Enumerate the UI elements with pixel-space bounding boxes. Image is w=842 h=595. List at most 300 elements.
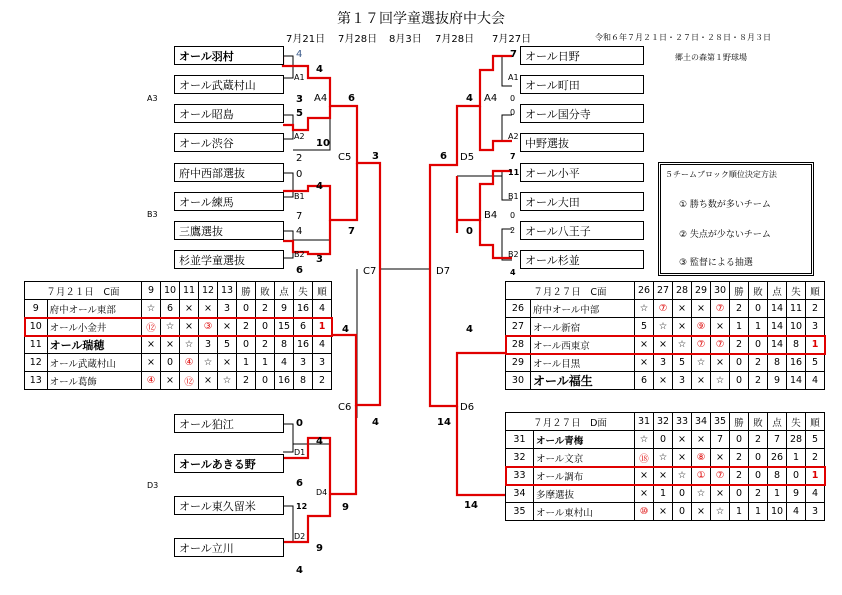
table-cell: 3	[313, 354, 332, 372]
team-score: 4	[296, 565, 303, 576]
team-box: オール町田	[520, 75, 644, 94]
team-score: 7	[510, 49, 517, 60]
table-cell: 14	[768, 336, 787, 354]
match-code: D7	[436, 266, 451, 277]
table-cell: 15	[275, 318, 294, 336]
match-code: B4	[484, 210, 498, 221]
table-header: ７月２１日 C面	[25, 282, 142, 300]
table-cell: 0	[161, 354, 180, 372]
block-label-d3: D3	[147, 481, 159, 490]
table-cell: ⑦	[654, 300, 673, 318]
match-code: D6	[460, 402, 475, 413]
table-cell: 2	[730, 467, 749, 485]
col-head: 31	[635, 413, 654, 431]
table-cell: 0	[749, 336, 768, 354]
bracket-score: 3	[372, 151, 379, 162]
table-cell: 26	[768, 449, 787, 467]
table-cell: 0	[730, 485, 749, 503]
table-cell: 29	[506, 354, 531, 372]
bracket-score: 4	[342, 324, 349, 335]
table-cell: ☆	[180, 336, 199, 354]
team-score: 4	[296, 49, 303, 60]
table-cell: ×	[161, 336, 180, 354]
table-cell: 1	[768, 485, 787, 503]
table-cell: 1	[806, 336, 825, 354]
rule-item: ① 勝ち数が多いチーム	[679, 200, 771, 210]
table-row	[25, 318, 332, 336]
table-row	[25, 300, 332, 318]
table-cell: 8	[787, 336, 806, 354]
col-head: 29	[692, 282, 711, 300]
table-cell: ☆	[142, 300, 161, 318]
table-cell: 31	[506, 431, 534, 449]
table-row	[506, 467, 825, 485]
team-box: オール日野	[520, 46, 644, 65]
table-cell: 0	[654, 431, 673, 449]
bracket-score: 9	[316, 543, 323, 554]
team-name-cell: オール小金井	[47, 318, 141, 336]
team-score: 0	[510, 108, 516, 117]
table-row	[506, 318, 825, 336]
table-cell: 5	[673, 354, 692, 372]
team-box: 三鷹選抜	[174, 221, 284, 240]
table-cell: 2	[237, 318, 256, 336]
col-head: 30	[711, 282, 730, 300]
table-row	[25, 354, 332, 372]
table-cell: 3	[294, 354, 313, 372]
bracket-score: 7	[348, 226, 355, 237]
table-cell: 3	[654, 354, 673, 372]
table-cell: 8	[275, 336, 294, 354]
col-head: 35	[711, 413, 730, 431]
table-cell: ⑫	[180, 372, 199, 390]
table-cell: ×	[218, 318, 237, 336]
table-cell: 1	[749, 318, 768, 336]
match-code: A1	[294, 73, 305, 82]
table-cell: ⑦	[711, 336, 730, 354]
team-score: 6	[296, 478, 303, 489]
date-col-2: 7月28日	[338, 34, 378, 45]
table-cell: 10	[25, 318, 48, 336]
table-cell: 4	[787, 503, 806, 521]
col-head: 11	[180, 282, 199, 300]
team-box: オール昭島	[174, 104, 284, 123]
rule-box	[658, 162, 814, 276]
table-cell: 2	[749, 431, 768, 449]
table-cell: ④	[180, 354, 199, 372]
match-code: A2	[508, 132, 519, 141]
table-cell: 1	[730, 503, 749, 521]
bracket-score: 4	[466, 93, 473, 104]
page-title: 第１７回学童選抜府中大会	[337, 11, 505, 27]
col-head: 12	[199, 282, 218, 300]
bracket-score: 4	[316, 181, 323, 192]
table-cell: 3	[673, 372, 692, 390]
bracket-score: 9	[342, 502, 349, 513]
table-cell: 2	[749, 485, 768, 503]
table-cell: ☆	[692, 485, 711, 503]
table-cell: ☆	[635, 431, 654, 449]
table-cell: ⑦	[711, 467, 730, 485]
table-cell: ☆	[673, 467, 692, 485]
table-cell: 1	[654, 485, 673, 503]
bracket-score: 6	[440, 151, 447, 162]
table-cell: 0	[730, 372, 749, 390]
bracket-score: 4	[372, 417, 379, 428]
table-cell: 1	[256, 354, 275, 372]
table-cell: 14	[787, 372, 806, 390]
table-cell: 33	[506, 467, 534, 485]
table-cell: ×	[635, 354, 654, 372]
team-box: オール武蔵村山	[174, 75, 284, 94]
table-cell: 11	[25, 336, 48, 354]
table-cell: 0	[237, 336, 256, 354]
block-label-a3: A3	[147, 94, 158, 103]
match-code: A1	[508, 73, 519, 82]
table-cell: 2	[730, 336, 749, 354]
team-box: オール渋谷	[174, 133, 284, 152]
table-row	[506, 503, 825, 521]
team-score: 0	[510, 211, 516, 220]
match-code: D1	[294, 448, 306, 457]
team-box: オール大田	[520, 192, 644, 211]
team-score: 0	[296, 418, 303, 429]
table-cell: 4	[806, 372, 825, 390]
table-cell: ×	[635, 467, 654, 485]
table-cell: ×	[654, 336, 673, 354]
match-code: B1	[294, 192, 305, 201]
table-cell: ×	[180, 318, 199, 336]
team-box: オール東久留米	[174, 496, 284, 515]
table-cell: 0	[787, 467, 806, 485]
event-dates: 令和６年７月２１日・２７日・２８日・８月３日	[595, 33, 771, 42]
table-cell: ☆	[654, 318, 673, 336]
team-name-cell: オール西東京	[530, 336, 634, 354]
table-cell: ×	[692, 431, 711, 449]
team-score: 4	[296, 226, 303, 237]
table-cell: 0	[749, 467, 768, 485]
table-cell: 16	[294, 336, 313, 354]
table-cell: ×	[673, 318, 692, 336]
bracket-score: 10	[316, 138, 330, 149]
team-score: 7	[510, 152, 516, 161]
table-cell: ×	[711, 354, 730, 372]
table-row	[506, 354, 825, 372]
col-head: 失	[787, 282, 806, 300]
col-head: 順	[806, 282, 825, 300]
table-cell: 9	[787, 485, 806, 503]
table-cell: 5	[806, 354, 825, 372]
table-cell: 34	[506, 485, 534, 503]
table-cell: ☆	[673, 336, 692, 354]
table-cell: 8	[768, 467, 787, 485]
table-cell: ×	[635, 485, 654, 503]
col-head: 敗	[749, 282, 768, 300]
table-row	[506, 372, 825, 390]
table-cell: 1	[787, 449, 806, 467]
team-box: オール八王子	[520, 221, 644, 240]
table-cell: 30	[506, 372, 531, 390]
group-table-c21	[24, 281, 332, 390]
table-cell: ×	[692, 300, 711, 318]
team-score: 3	[296, 94, 303, 105]
table-cell: ⑦	[711, 300, 730, 318]
team-score: 2	[510, 226, 516, 235]
team-name-cell: オール武蔵村山	[47, 354, 141, 372]
table-row	[506, 300, 825, 318]
table-cell: ⑦	[692, 336, 711, 354]
table-cell: ×	[142, 336, 161, 354]
table-cell: ×	[711, 485, 730, 503]
table-cell: 9	[768, 372, 787, 390]
table-cell: ×	[673, 431, 692, 449]
match-code: A2	[294, 132, 305, 141]
team-name-cell: オール瑞穂	[47, 336, 141, 354]
team-box: オール練馬	[174, 192, 284, 211]
table-cell: 3	[806, 318, 825, 336]
table-cell: 11	[787, 300, 806, 318]
col-head: 順	[806, 413, 825, 431]
table-cell: 0	[730, 431, 749, 449]
team-box: オール羽村	[174, 46, 284, 65]
table-cell: 0	[749, 300, 768, 318]
table-cell: 4	[313, 300, 332, 318]
col-head: 順	[313, 282, 332, 300]
table-cell: 28	[506, 336, 531, 354]
col-head: 点	[768, 282, 787, 300]
team-name-cell: オール目黒	[530, 354, 634, 372]
bracket-score: 14	[464, 500, 478, 511]
table-cell: 1	[730, 318, 749, 336]
table-row	[506, 431, 825, 449]
table-cell: 2	[730, 300, 749, 318]
date-col-1: 7月21日	[286, 34, 326, 45]
table-cell: ☆	[692, 354, 711, 372]
rule-title: ５チームブロック順位決定方法	[665, 170, 777, 179]
team-score: 11	[508, 168, 520, 177]
table-cell: 1	[313, 318, 332, 336]
team-name-cell: 府中オール中部	[530, 300, 634, 318]
team-score: 0	[510, 94, 516, 103]
team-score: 4	[510, 268, 516, 277]
table-header: ７月２７日 D面	[506, 413, 635, 431]
table-cell: ⑧	[692, 449, 711, 467]
table-cell: 8	[294, 372, 313, 390]
table-cell: ☆	[199, 354, 218, 372]
team-name-cell: オール青梅	[533, 431, 634, 449]
team-name-cell: オール新宿	[530, 318, 634, 336]
group-table-c27	[505, 281, 825, 390]
table-cell: 13	[25, 372, 48, 390]
table-cell: 1	[806, 467, 825, 485]
table-cell: ⑨	[692, 318, 711, 336]
team-box: オール小平	[520, 163, 644, 182]
table-cell: ①	[692, 467, 711, 485]
match-code: D5	[460, 152, 475, 163]
col-head: 27	[654, 282, 673, 300]
table-cell: ☆	[711, 372, 730, 390]
table-cell: 2	[256, 336, 275, 354]
match-code: D4	[316, 488, 328, 497]
team-score: 12	[296, 502, 308, 511]
table-cell: 10	[787, 318, 806, 336]
table-cell: 0	[673, 503, 692, 521]
col-head: 失	[787, 413, 806, 431]
table-cell: ×	[711, 449, 730, 467]
table-cell: 2	[313, 372, 332, 390]
team-name-cell: オール福生	[530, 372, 634, 390]
table-cell: 7	[711, 431, 730, 449]
table-cell: ×	[180, 300, 199, 318]
table-cell: ☆	[654, 449, 673, 467]
match-code: D2	[294, 532, 306, 541]
col-head: 28	[673, 282, 692, 300]
rule-item: ③ 監督による抽選	[679, 258, 753, 268]
table-cell: ×	[692, 503, 711, 521]
group-table-d27	[505, 412, 825, 521]
team-name-cell: オール東村山	[533, 503, 634, 521]
date-col-5: 7月27日	[492, 34, 532, 45]
col-head: 34	[692, 413, 711, 431]
rule-item: ② 失点が少ないチーム	[679, 230, 771, 240]
date-col-3: 8月3日	[389, 34, 422, 45]
table-cell: ☆	[218, 372, 237, 390]
col-head: 13	[218, 282, 237, 300]
table-cell: 35	[506, 503, 534, 521]
col-head: 敗	[749, 413, 768, 431]
bracket-score: 3	[316, 254, 323, 265]
team-score: 0	[296, 169, 303, 180]
table-cell: 14	[768, 318, 787, 336]
table-cell: 2	[749, 372, 768, 390]
table-cell: 28	[787, 431, 806, 449]
table-cell: ×	[161, 372, 180, 390]
table-cell: ④	[142, 372, 161, 390]
table-cell: ☆	[711, 503, 730, 521]
col-head: 10	[161, 282, 180, 300]
table-cell: 9	[25, 300, 48, 318]
table-cell: ⑱	[635, 449, 654, 467]
table-cell: 16	[787, 354, 806, 372]
table-cell: 4	[313, 336, 332, 354]
venue: 郷土の森第１野球場	[675, 53, 747, 62]
col-head: 敗	[256, 282, 275, 300]
table-row	[25, 372, 332, 390]
table-cell: 6	[635, 372, 654, 390]
table-row	[506, 485, 825, 503]
col-head: 勝	[237, 282, 256, 300]
table-row	[25, 336, 332, 354]
table-cell: ⑩	[635, 503, 654, 521]
table-cell: 0	[730, 354, 749, 372]
bracket-score: 6	[348, 93, 355, 104]
team-name-cell: 府中オール東部	[47, 300, 141, 318]
table-cell: 3	[218, 300, 237, 318]
col-head: 点	[768, 413, 787, 431]
table-cell: 2	[730, 449, 749, 467]
match-code: C7	[363, 266, 377, 277]
table-cell: 2	[237, 372, 256, 390]
table-cell: ×	[199, 372, 218, 390]
table-cell: 5	[218, 336, 237, 354]
table-cell: 0	[749, 449, 768, 467]
team-score: 7	[296, 211, 303, 222]
col-head: 9	[142, 282, 161, 300]
team-name-cell: 多摩選抜	[533, 485, 634, 503]
table-cell: 1	[237, 354, 256, 372]
team-score: 6	[296, 265, 303, 276]
table-cell: 8	[768, 354, 787, 372]
table-cell: 3	[806, 503, 825, 521]
bracket-score: 4	[316, 436, 323, 447]
table-cell: ×	[654, 467, 673, 485]
team-name-cell: オール調布	[533, 467, 634, 485]
team-name-cell: オール葛飾	[47, 372, 141, 390]
table-cell: ×	[654, 372, 673, 390]
table-cell: 16	[275, 372, 294, 390]
table-cell: ×	[635, 336, 654, 354]
table-cell: 2	[806, 300, 825, 318]
table-cell: 4	[806, 485, 825, 503]
date-col-4: 7月28日	[435, 34, 475, 45]
table-cell: ×	[142, 354, 161, 372]
table-cell: 3	[199, 336, 218, 354]
team-box: オール立川	[174, 538, 284, 557]
match-code: B2	[508, 250, 519, 259]
team-box: オール狛江	[174, 414, 284, 433]
table-cell: 7	[768, 431, 787, 449]
table-cell: 26	[506, 300, 531, 318]
table-cell: 5	[806, 431, 825, 449]
team-box: オール杉並	[520, 250, 644, 269]
table-cell: 6	[294, 318, 313, 336]
table-cell: ×	[673, 300, 692, 318]
team-box: 杉並学童選抜	[174, 250, 284, 269]
table-cell: ×	[711, 318, 730, 336]
table-cell: ×	[692, 372, 711, 390]
table-cell: ×	[218, 354, 237, 372]
table-cell: ×	[199, 300, 218, 318]
table-cell: 0	[237, 300, 256, 318]
col-head: 勝	[730, 413, 749, 431]
table-cell: 6	[161, 300, 180, 318]
bracket-score: 14	[437, 417, 451, 428]
table-cell: 4	[275, 354, 294, 372]
team-box: 中野選抜	[520, 133, 644, 152]
col-head: 33	[673, 413, 692, 431]
team-score: 5	[296, 108, 303, 119]
table-cell: ☆	[635, 300, 654, 318]
col-head: 勝	[730, 282, 749, 300]
col-head: 失	[294, 282, 313, 300]
team-name-cell: オール文京	[533, 449, 634, 467]
table-cell: ③	[199, 318, 218, 336]
match-code: C6	[338, 402, 352, 413]
col-head: 32	[654, 413, 673, 431]
team-box: 府中西部選抜	[174, 163, 284, 182]
match-code: A4	[314, 93, 328, 104]
table-cell: 0	[256, 318, 275, 336]
table-cell: ×	[654, 503, 673, 521]
match-code: C5	[338, 152, 352, 163]
match-code: A4	[484, 93, 498, 104]
table-cell: ×	[673, 449, 692, 467]
table-cell: 27	[506, 318, 531, 336]
table-row	[506, 449, 825, 467]
table-row	[506, 336, 825, 354]
table-cell: 2	[749, 354, 768, 372]
table-cell: ⑫	[142, 318, 161, 336]
